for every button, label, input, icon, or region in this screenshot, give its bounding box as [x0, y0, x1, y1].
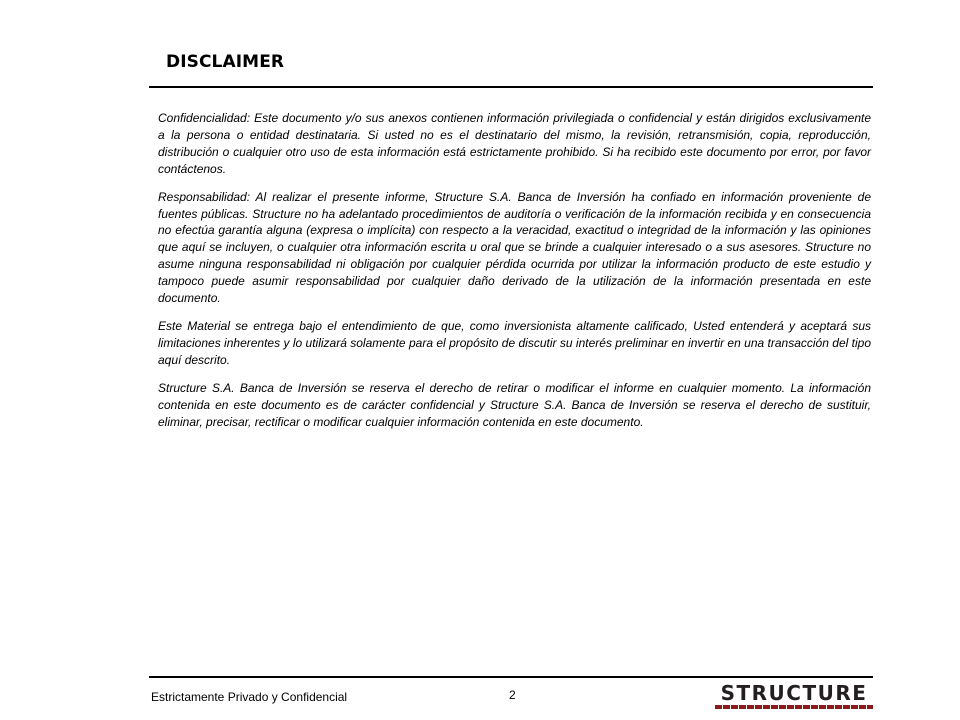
logo-accent-bar: [715, 705, 873, 709]
paragraph-material: Este Material se entrega bajo el entendimiento de que, como inversionista altamente calificado, Usted entenderá y aceptará sus limitaciones inherentes y lo utilizará solamente para el propósito de discutir su interés preliminar en invertir en una transacción del tipo aquí descrito.: [158, 318, 871, 367]
structure-logo: [715, 681, 873, 711]
page-title: DISCLAIMER: [166, 52, 285, 72]
header-divider: [149, 86, 873, 88]
disclaimer-body: [158, 110, 871, 441]
footer-divider: [149, 676, 873, 678]
logo-wordmark: STRUCTURE: [720, 681, 868, 705]
paragraph-responsabilidad: Responsabilidad: Al realizar el presente informe, Structure S.A. Banca de Inversión ha confiado en información proveniente de fuentes públicas. Structure no ha adelantado procedimientos de auditoría o verificación de la información recibida y en consecuencia no efectúa garantía alguna (expresa o implícita) con respecto a la veracidad, exactitud o integridad de la información y las opiniones que aquí se incluyen, o cualquier otra información escrita u oral que se brinde a cualquier interesado o a sus asesores. Structure no asume ninguna responsabilidad ni obligación por cualquier pérdida ocurrida por utilizar la información producto de este estudio y tampoco puede asumir responsabilidad por cualquier daño derivado de la utilización de la información presentada en este documento.: [158, 189, 871, 306]
page-number: 2: [509, 688, 516, 702]
paragraph-confidencialidad: Confidencialidad: Este documento y/o sus anexos contienen información privilegiada o confidencial y están dirigidos exclusivamente a la persona o entidad destinataria. Si usted no es el destinatario del mismo, la revisión, retransmisión, copia, reproducción, distribución o cualquier otro uso de esta información está estrictamente prohibido. Si ha recibido este documento por error, por favor contáctenos.: [158, 111, 871, 176]
footer-confidential-label: Estrictamente Privado y Confidencial: [151, 690, 348, 704]
paragraph-reserva: Structure S.A. Banca de Inversión se reserva el derecho de retirar o modificar el informe en cualquier momento. La información contenida en este documento es de carácter confidencial y Structure S.A. Banca de Inversión se reserva el derecho de sustituir, eliminar, precisar, rectificar o modificar cualquier información contenida en este documento.: [158, 380, 871, 429]
